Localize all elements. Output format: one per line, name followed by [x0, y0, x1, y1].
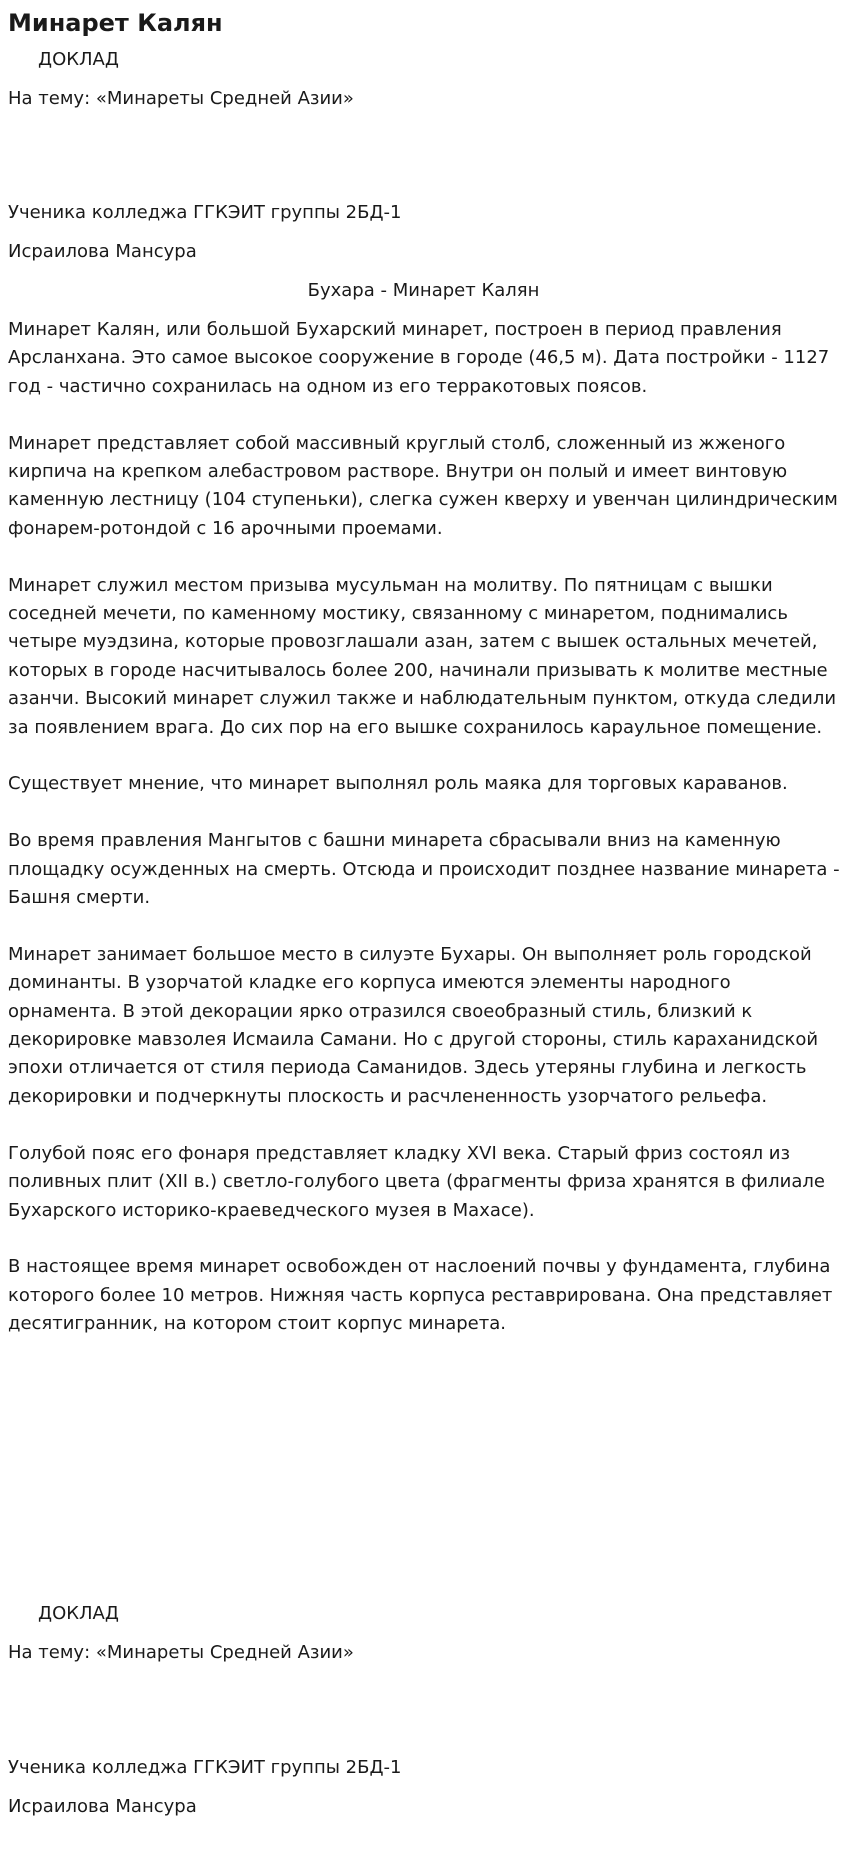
- article-paragraph: В настоящее время минарет освобожден от наслоений почвы у фундамента, глубина которого более 10 метров. Нижняя часть корпуса реставрирована. Она представляет десятигранник, на котором стоит корпус минарета.: [8, 1256, 833, 1335]
- article-paragraph: Минарет представляет собой массивный круглый столб, сложенный из жженого кирпича на крепком алебастровом растворе. Внутри он полый и имеет винтовую каменную лестницу (104 ступеньки), слегка сужен кверху и увенчан цилиндрическим фонарем-ротондой с 16 арочными проемами.: [8, 432, 838, 539]
- report-label: ДОКЛАД: [38, 49, 119, 70]
- article-paragraph: Существует мнение, что минарет выполнял роль маяка для торговых караванов.: [8, 773, 788, 795]
- report-topic-repeat: На тему: «Минареты Средней Азии»: [8, 1642, 354, 1663]
- author-name-repeat: Исраилова Мансура: [8, 1796, 197, 1817]
- page-title: Минарет Калян: [8, 9, 223, 37]
- article-paragraph: Минарет Калян, или большой Бухарский минарет, построен в период правления Арсланхана. Это самое высокое сооружение в городе (46,5 м). Дата постройки - 1127 год - частично сохранилась на одном из его терракотовых поясов.: [8, 319, 830, 397]
- article-paragraph: Во время правления Мангытов с башни минарета сбрасывали вниз на каменную площадку осужденных на смерть. Отсюда и происходит позднее название минарета - Башня смерти.: [8, 830, 840, 909]
- article-paragraph: Минарет занимает большое место в силуэте Бухары. Он выполняет роль городской доминанты. В узорчатой кладке его корпуса имеются элементы народного орнамента. В этой декорации ярко отразился своеобразный стиль, близкий к декорировке мавзолея Исмаила Самани. Но с другой стороны, стиль караханидской эпохи отличается от стиля периода Саманидов. Здесь утеряны глубина и легкость декорировки и подчеркнуты плоскость и расчлененность узорчатого рельефа.: [8, 943, 819, 1107]
- student-line-repeat: Ученика колледжа ГГКЭИТ группы 2БД-1: [8, 1757, 402, 1778]
- article-body: [8, 316, 840, 1339]
- article-paragraph: Минарет служил местом призыва мусульман на молитву. По пятницам с вышки соседней мечети, по каменному мостику, связанному с минаретом, поднимались четыре муэдзина, которые провозглашали азан, затем с вышек остальных мечетей, которых в городе насчитывалось более 200, начинали призывать к молитве местные азанчи. Высокий минарет служил также и наблюдательным пунктом, откуда следили за появлением врага. До сих пор на его вышке сохранилось караульное помещение.: [8, 574, 837, 738]
- author-name: Исраилова Мансура: [8, 241, 197, 262]
- article-paragraph: Голубой пояс его фонаря представляет кладку XVI века. Старый фриз состоял из поливных плит (XII в.) светло-голубого цвета (фрагменты фриза хранятся в филиале Бухарского историко-краеведческого музея в Махасе).: [8, 1142, 825, 1221]
- article-title: Бухара - Минарет Калян: [307, 280, 540, 301]
- report-topic: На тему: «Минареты Средней Азии»: [8, 88, 354, 109]
- report-label-repeat: ДОКЛАД: [38, 1603, 119, 1624]
- student-line: Ученика колледжа ГГКЭИТ группы 2БД-1: [8, 202, 402, 223]
